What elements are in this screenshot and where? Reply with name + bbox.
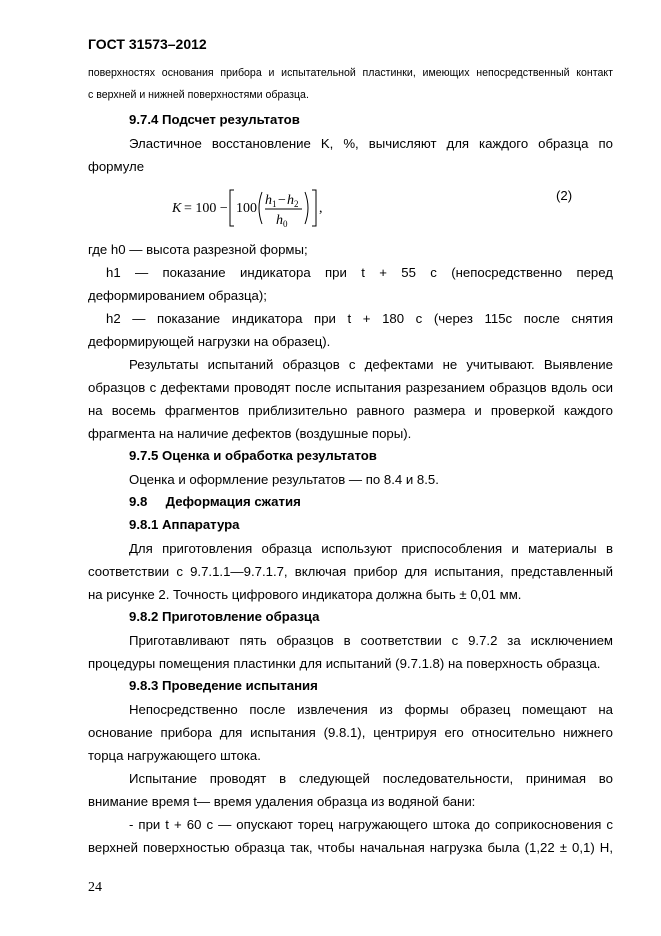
p983-line-3: торца нагружающего штока. [88, 748, 261, 763]
formula-graphic [172, 184, 342, 232]
formula-number: (2) [556, 188, 573, 203]
p981-line-3: на рисунке 2. Точность цифрового индикатора должна быть ± 0,01 мм. [88, 587, 522, 602]
svg-text:2: 2 [294, 199, 299, 209]
svg-text:K: K [172, 201, 182, 216]
svg-text:,: , [319, 201, 323, 216]
svg-text:100: 100 [236, 201, 257, 216]
h2-line-1: h2 — показание индикатора при t + 180 с (через 115с после снятия [106, 311, 613, 326]
paragraph-9-8-3 [88, 698, 613, 767]
intro-line-1: поверхностях основания прибора и испытательной пластинки, имеющих непосредственный контакт [88, 67, 613, 79]
sequence-paragraph [88, 767, 613, 813]
elastic-line-2: формуле [88, 159, 145, 174]
h2-line-2: деформирующей нагрузки на образец). [88, 334, 331, 349]
defects-line-2: образцов с дефектами проводят после испытания разрезанием образцов вдоль оси [88, 380, 613, 395]
standard-header: ГОСТ 31573–2012 [88, 36, 207, 52]
p982-line-2: процедуры помещения пластинки для испытаний (9.7.1.8) на поверхность образца. [88, 656, 601, 671]
elastic-paragraph [88, 132, 613, 178]
p982-line-1: Приготавливают пять образцов в соответствии с 9.7.2 за исключением [129, 633, 613, 648]
paragraph-9-8-1 [88, 537, 613, 606]
seq-line-1: Испытание проводят в следующей последовательности, принимая во [129, 771, 613, 786]
h1-definition [88, 261, 613, 307]
t60-line-1: - при t + 60 с — опускают торец нагружающего штока до соприкосновения с [129, 817, 613, 832]
formula-elastic-recovery [172, 184, 342, 232]
svg-text:h: h [265, 193, 272, 208]
h2-definition [88, 307, 613, 353]
elastic-line-1: Эластичное восстановление K, %, вычисляют для каждого образца по [129, 136, 613, 151]
defects-paragraph [88, 353, 613, 445]
svg-text:0: 0 [283, 219, 288, 229]
p983-line-2: основание прибора для испытания (9.8.1), центрируя его относительно нижнего [88, 725, 613, 740]
defects-line-3: на восемь фрагментов приблизительно равного размера и проверкой каждого [88, 403, 613, 418]
svg-text:h: h [287, 193, 294, 208]
defects-line-1: Результаты испытаний образцов с дефектами не учитывают. Выявление [129, 357, 613, 372]
p981-line-1: Для приготовления образца используют приспособления и материалы в [129, 541, 613, 556]
section-heading-9-7-4: 9.7.4 Подсчет результатов [129, 112, 300, 127]
t60-paragraph [88, 813, 613, 859]
page-number: 24 [88, 880, 102, 895]
defects-line-4: фрагмента на наличие дефектов (воздушные поры). [88, 426, 412, 441]
h1-line-1: h1 — показание индикатора при t + 55 с (непосредственно перед [106, 265, 613, 280]
section-heading-9-8-1: 9.8.1 Аппаратура [129, 517, 240, 532]
p983-line-1: Непосредственно после извлечения из формы образец помещают на [129, 702, 613, 717]
where-h0: где h0 — высота разрезной формы; [88, 242, 308, 257]
svg-text:1: 1 [272, 199, 277, 209]
section-heading-9-7-5: 9.7.5 Оценка и обработка результатов [129, 448, 377, 463]
svg-text:h: h [276, 213, 283, 228]
h1-line-2: деформированием образца); [88, 288, 267, 303]
section-heading-9-8: 9.8 Деформация сжатия [129, 494, 301, 509]
p981-line-2: соответствии с 9.7.1.1—9.7.1.7, включая прибор для испытания, представленный [88, 564, 613, 579]
intro-line-2: с верхней и нижней поверхностями образца. [88, 89, 309, 101]
intro-paragraph [88, 62, 613, 106]
svg-text:−: − [278, 193, 286, 208]
seq-line-2: внимание время t— время удаления образца из водяной бани: [88, 794, 476, 809]
section-heading-9-8-2: 9.8.2 Приготовление образца [129, 609, 320, 624]
t60-line-2: верхней поверхностью образца так, чтобы начальная нагрузка была (1,22 ± 0,1) Н, [88, 840, 613, 855]
paragraph-9-8-2 [88, 629, 613, 675]
svg-text:= 100 −: = 100 − [184, 201, 228, 216]
paragraph-9-7-5: Оценка и оформление результатов — по 8.4 и 8.5. [129, 472, 439, 487]
section-heading-9-8-3: 9.8.3 Проведение испытания [129, 678, 318, 693]
